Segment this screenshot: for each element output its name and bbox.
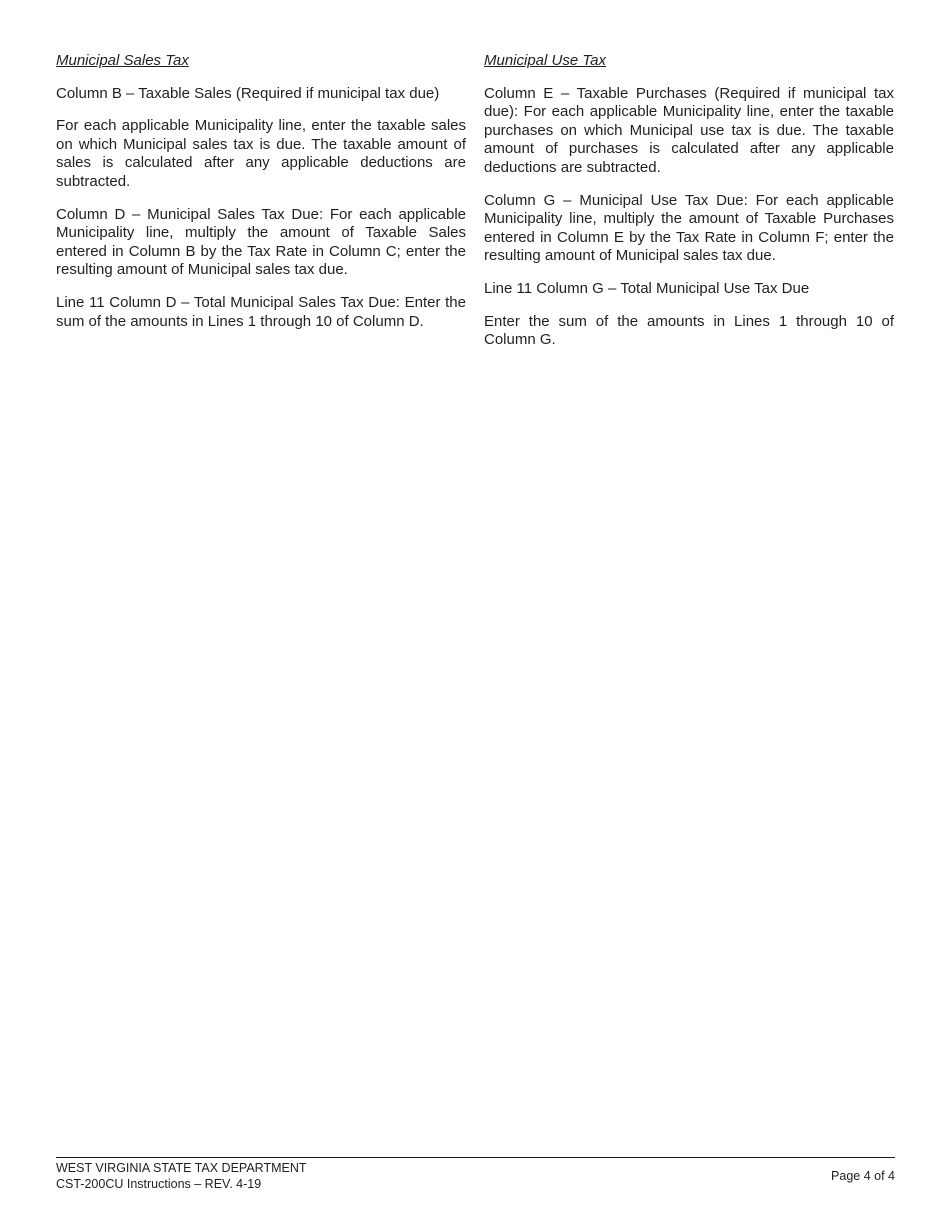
section-heading-municipal-sales-tax: Municipal Sales Tax: [56, 52, 189, 69]
footer-info: [56, 1161, 307, 1192]
paragraph-column-g: Column G – Municipal Use Tax Due: For each applicable Municipality line, multiply the amount of Taxable Purchases entered in Column E by the Tax Rate in Column F; enter the resulting amount of Municipal sales tax due.: [484, 191, 894, 265]
paragraph-line-11-column-g: Line 11 Column G – Total Municipal Use Tax Due: [484, 279, 810, 297]
paragraph-column-d: Column D – Municipal Sales Tax Due: For each applicable Municipality line, multiply the amount of Taxable Sales entered in Column B by the Tax Rate in Column C; enter the resulting amount of Municipal sales tax due.: [56, 205, 466, 279]
left-column: [56, 52, 466, 345]
paragraph-taxable-sales: For each applicable Municipality line, enter the taxable sales on which Municipal sales tax is due. The taxable amount of sales is calculated after any applicable deductions are subtracted.: [56, 117, 466, 190]
paragraph-column-b: Column B – Taxable Sales (Required if municipal tax due): [56, 84, 440, 102]
right-column: [484, 52, 894, 364]
footer-divider: [56, 1157, 895, 1158]
footer-form-revision: CST-200CU Instructions – REV. 4-19: [56, 1176, 262, 1191]
section-heading-municipal-use-tax: Municipal Use Tax: [484, 52, 606, 69]
footer-department: WEST VIRGINIA STATE TAX DEPARTMENT: [56, 1161, 307, 1175]
paragraph-line-11-column-d: Line 11 Column D – Total Municipal Sales Tax Due: Enter the sum of the amounts in Lines 1 through 10 of Column D.: [56, 293, 466, 330]
page-number: Page 4 of 4: [831, 1169, 895, 1183]
paragraph-column-e: Column E – Taxable Purchases (Required if municipal tax due): For each applicable Municipality line, enter the taxable purchases on which Municipal use tax is due. The taxable amount of purchases is calculated after any applicable deductions are subtracted.: [484, 84, 894, 176]
paragraph-enter-sum-column-g: Enter the sum of the amounts in Lines 1 through 10 of Column G.: [484, 312, 894, 349]
